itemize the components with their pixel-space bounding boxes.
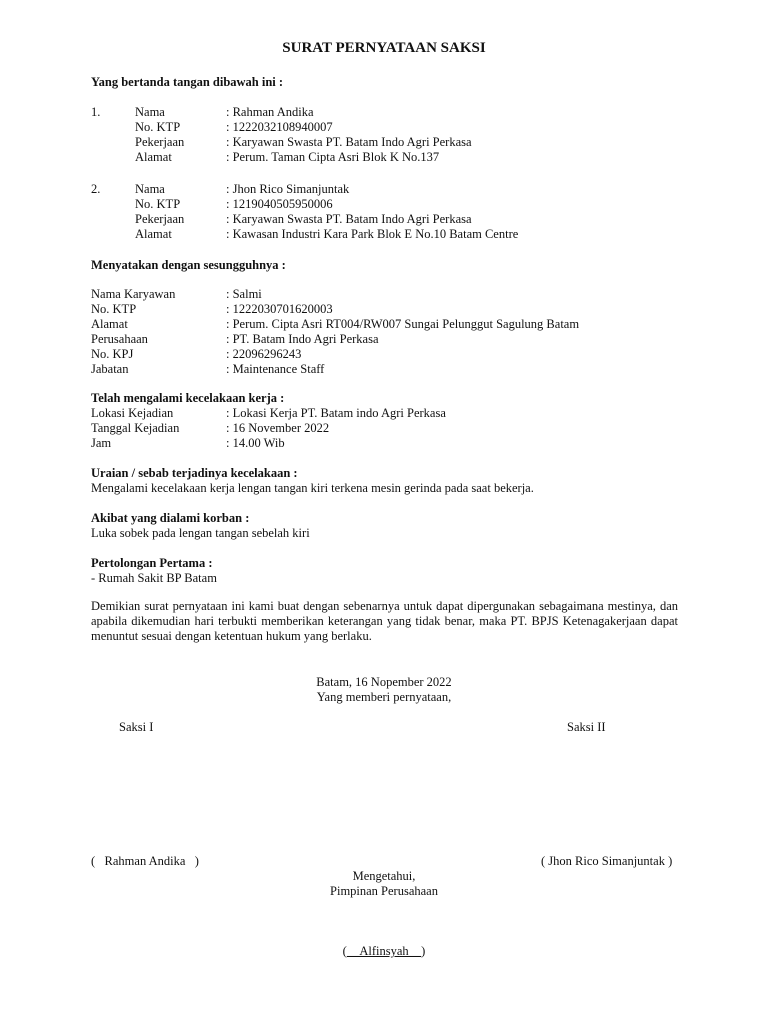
firstaid-item: - Rumah Sakit BP Batam	[91, 571, 217, 585]
intro-heading: Yang bertanda tangan dibawah ini :	[91, 75, 284, 89]
field-value: : Lokasi Kerja PT. Batam indo Agri Perkasa	[226, 406, 446, 420]
field-label: Nama	[135, 182, 165, 196]
accident-heading: Telah mengalami kecelakaan kerja :	[91, 391, 285, 405]
field-value: : Rahman Andika	[226, 105, 314, 119]
witness-number: 1.	[91, 105, 101, 119]
field-value: : Perum. Taman Cipta Asri Blok K No.137	[226, 150, 440, 164]
field-value: : Jhon Rico Simanjuntak	[226, 182, 350, 196]
closing-paragraph: Demikian surat pernyataan ini kami buat dengan sebenarnya untuk dapat dipergunakan sebagaimana mestinya, dan apabila dikemudian hari terbukti memberikan keterangan yang tidak benar, maka PT. BPJS Ketenagakerjaan dapat menuntut sesuai dengan ketentuan hukum yang berlaku.	[91, 599, 678, 643]
acknowledged-label: Mengetahui,	[352, 869, 416, 883]
field-value: : 16 November 2022	[226, 421, 330, 435]
field-label: Tanggal Kejadian	[91, 421, 180, 435]
field-label: No. KTP	[135, 120, 181, 134]
field-label: Alamat	[135, 150, 172, 164]
field-label: Jam	[91, 436, 112, 450]
field-value: : 1222032108940007	[226, 120, 333, 134]
field-label: No. KPJ	[91, 347, 134, 361]
field-value: : Karyawan Swasta PT. Batam Indo Agri Perkasa	[226, 212, 472, 226]
field-label: Alamat	[91, 317, 128, 331]
field-label: Nama	[135, 105, 165, 119]
field-value: : 22096296243	[226, 347, 302, 361]
field-label: Pekerjaan	[135, 212, 185, 226]
paren-close: )	[421, 944, 426, 958]
declare-heading: Menyatakan dengan sesungguhnya :	[91, 258, 286, 272]
field-value: : Salmi	[226, 287, 262, 301]
field-value: : PT. Batam Indo Agri Perkasa	[226, 332, 379, 346]
field-value: : Maintenance Staff	[226, 362, 325, 376]
leader-signature-name	[0, 944, 768, 959]
field-label: Nama Karyawan	[91, 287, 176, 301]
cause-heading: Uraian / sebab terjadinya kecelakaan :	[91, 466, 298, 480]
witness-2-label: Saksi II	[567, 720, 606, 734]
witness-2-signature-name: ( Jhon Rico Simanjuntak )	[541, 854, 673, 868]
leader-name: __Alfinsyah__	[346, 944, 422, 958]
firstaid-heading: Pertolongan Pertama :	[91, 556, 213, 570]
field-label: Perusahaan	[91, 332, 148, 346]
field-label: Lokasi Kejadian	[91, 406, 174, 420]
cause-text: Mengalami kecelakaan kerja lengan tangan kiri terkena mesin gerinda pada saat bekerja.	[91, 481, 534, 495]
witness-1-label: Saksi I	[119, 720, 154, 734]
effect-heading: Akibat yang dialami korban :	[91, 511, 250, 525]
paren-open: (	[342, 944, 347, 958]
field-label: No. KTP	[91, 302, 137, 316]
leader-title: Pimpinan Perusahaan	[330, 884, 438, 898]
field-value: : 1222030701620003	[226, 302, 333, 316]
effect-text: Luka sobek pada lengan tangan sebelah kiri	[91, 526, 310, 540]
field-label: Jabatan	[91, 362, 129, 376]
witness-1-signature-name: ( Rahman Andika )	[91, 854, 199, 868]
field-value: : Kawasan Industri Kara Park Blok E No.10 Batam Centre	[226, 227, 519, 241]
field-value: : Perum. Cipta Asri RT004/RW007 Sungai Pelunggut Sagulung Batam	[226, 317, 580, 331]
field-label: Alamat	[135, 227, 172, 241]
field-value: : 1219040505950006	[226, 197, 333, 211]
witness-number: 2.	[91, 182, 101, 196]
field-value: : 14.00 Wib	[226, 436, 285, 450]
field-label: Pekerjaan	[135, 135, 185, 149]
declarant-label: Yang memberi pernyataan,	[316, 690, 452, 704]
field-value: : Karyawan Swasta PT. Batam Indo Agri Perkasa	[226, 135, 472, 149]
field-label: No. KTP	[135, 197, 181, 211]
place-date: Batam, 16 Nopember 2022	[316, 675, 452, 689]
document-title: SURAT PERNYATAAN SAKSI	[282, 40, 486, 56]
